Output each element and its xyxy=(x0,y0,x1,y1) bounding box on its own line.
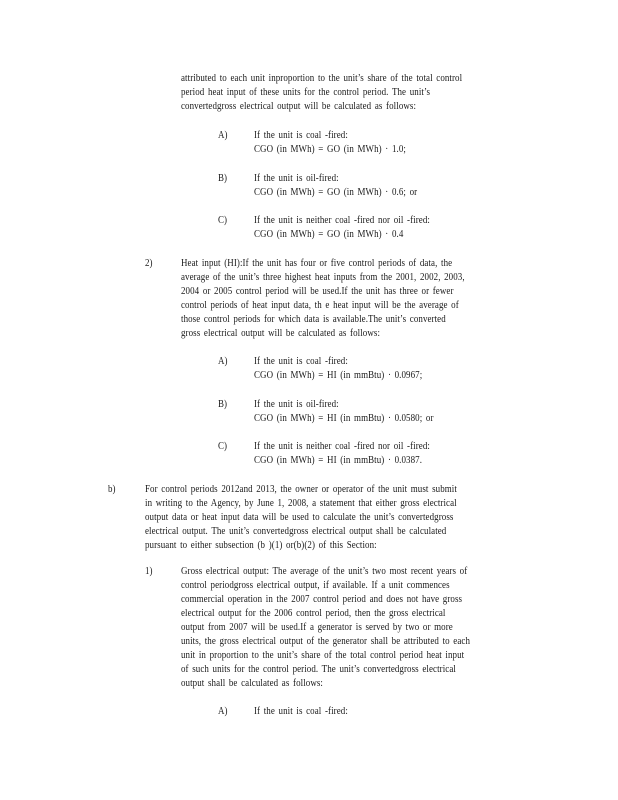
case-label: B) xyxy=(218,399,227,410)
item-line: output from 2007 will be used.If a generator is served by two or more xyxy=(181,622,453,633)
intro-line: attributed to each unit inproportion to the unit’s share of the total control xyxy=(181,73,463,84)
intro-line: convertedgross electrical output will be calculated as follows: xyxy=(181,101,417,112)
case-condition: If the unit is oil-fired: xyxy=(254,399,339,410)
item-line: average of the unit’s three highest heat inputs from the 2001, 2002, 2003, xyxy=(181,272,465,283)
item-line: Heat input (HI):If the unit has four or five control periods of data, the xyxy=(181,258,453,269)
case-label: C) xyxy=(218,215,227,226)
item-line: units, the gross electrical output of the generator shall be attributed to each xyxy=(181,636,471,647)
section-line: electrical output. The unit’s convertedgross electrical output shall be calculated xyxy=(145,526,447,537)
case-condition: If the unit is neither coal -fired nor oil -fired: xyxy=(254,441,430,452)
item-line: control periods of heat input data, th e heat input will be the average of xyxy=(181,300,459,311)
case-formula: CGO (in MWh) = HI (in mmBtu) · 0.0387. xyxy=(254,455,423,466)
section-line: For control periods 2012and 2013, the owner or operator of the unit must submit xyxy=(145,484,457,495)
item-line: Gross electrical output: The average of the unit’s two most recent years of xyxy=(181,566,468,577)
item-line: commercial operation in the 2007 control period and does not have gross xyxy=(181,594,463,605)
case-condition: If the unit is coal -fired: xyxy=(254,130,348,141)
case-formula: CGO (in MWh) = GO (in MWh) · 1.0; xyxy=(254,144,406,155)
intro-line: period heat input of these units for the control period. The unit’s xyxy=(181,87,431,98)
case-formula: CGO (in MWh) = GO (in MWh) · 0.6; or xyxy=(254,187,418,198)
item-line: 2004 or 2005 control period will be used.If the unit has three or fewer xyxy=(181,286,454,297)
section-line: pursuant to either subsection (b )(1) or(b)(2) of this Section: xyxy=(145,540,377,551)
case-condition: If the unit is oil-fired: xyxy=(254,173,339,184)
case-label: A) xyxy=(218,706,228,717)
item-line: electrical output for the 2006 control period, then the gross electrical xyxy=(181,608,446,619)
item-label: 1) xyxy=(145,566,153,577)
item-line: gross electrical output will be calculated as follows: xyxy=(181,328,381,339)
section-line: output data or heat input data will be used to calculate the unit’s convertedgross xyxy=(145,512,454,523)
case-condition: If the unit is coal -fired: xyxy=(254,706,348,717)
case-condition: If the unit is neither coal -fired nor oil -fired: xyxy=(254,215,430,226)
case-condition: If the unit is coal -fired: xyxy=(254,356,348,367)
case-label: C) xyxy=(218,441,227,452)
item-label: 2) xyxy=(145,258,153,269)
item-line: control periodgross electrical output, if available. If a unit commences xyxy=(181,580,450,591)
case-formula: CGO (in MWh) = HI (in mmBtu) · 0.0580; or xyxy=(254,413,434,424)
case-label: B) xyxy=(218,173,227,184)
item-line: unit in proportion to the unit’s share of the total control period heat input xyxy=(181,650,465,661)
case-label: A) xyxy=(218,130,228,141)
case-formula: CGO (in MWh) = HI (in mmBtu) · 0.0967; xyxy=(254,370,423,381)
case-label: A) xyxy=(218,356,228,367)
item-line: those control periods for which data is available.The unit’s converted xyxy=(181,314,446,325)
section-line: in writing to the Agency, by June 1, 2008, a statement that either gross electrical xyxy=(145,498,457,509)
item-line: of such units for the control period. The unit’s convertedgross electrical xyxy=(181,664,456,675)
item-line: output shall be calculated as follows: xyxy=(181,678,323,689)
section-label: b) xyxy=(108,484,116,495)
case-formula: CGO (in MWh) = GO (in MWh) · 0.4 xyxy=(254,229,404,240)
